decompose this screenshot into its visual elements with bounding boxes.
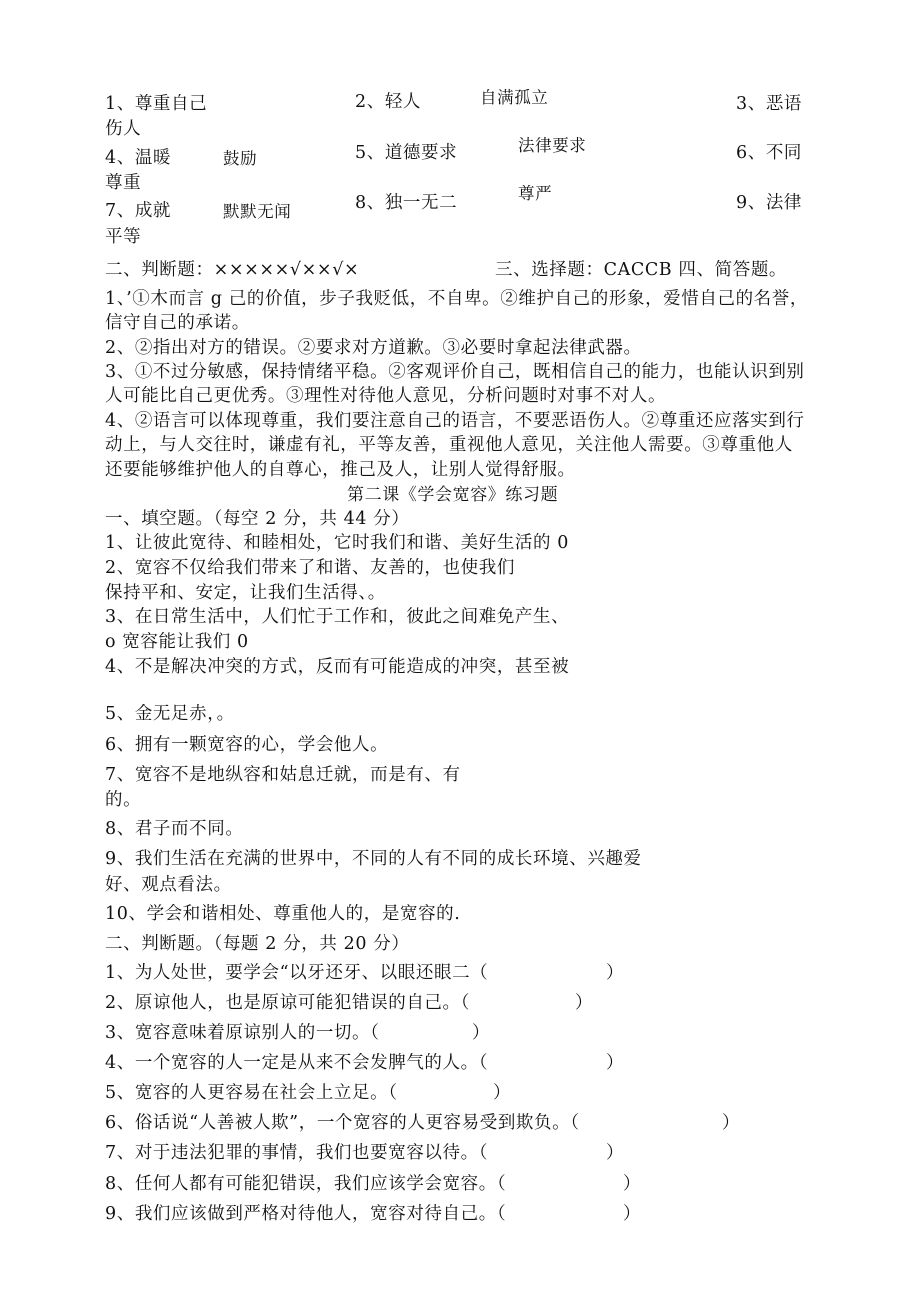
judge-answer-close: ） [623, 1174, 642, 1194]
short-answer-line: 1、’①木而言 g 己的价值，步子我贬低，不自卑。②维护自己的形象，爱惜自己的名誉， [105, 289, 808, 309]
answer-fill-2: 2、轻人 [355, 92, 422, 112]
short-answer-line: 3、①不过分敏感，保持情绪平稳。②客观评价自己，既相信自己的能力，也能认识到别 [105, 362, 805, 382]
answer-fill-8b: 尊严 [518, 184, 553, 203]
judge-question: 5、宽容的人更容易在社会上立足。（ [105, 1083, 398, 1103]
fill-question: 8、君子而不同。 [105, 819, 244, 839]
fill-question: 好、观点看法。 [105, 875, 232, 895]
fill-question: 10、学会和谐相处、尊重他人的，是宽容的. [105, 904, 461, 924]
fill-section-header: 一、填空题。（每空 2 分，共 44 分） [105, 509, 410, 529]
fill-question: 7、宽容不是地纵容和姑息迁就，而是有、有 [105, 765, 461, 785]
fill-question: 5、金无足赤，。 [105, 704, 235, 724]
answer-fill-5b: 法律要求 [518, 136, 587, 155]
answer-choice-line: 三、选择题：CACCB 四、简答题。 [495, 260, 788, 280]
fill-question: 9、我们生活在充满的世界中，不同的人有不同的成长环境、兴趣爱 [105, 849, 642, 869]
judge-section-header: 二、判断题。（每题 2 分，共 20 分） [105, 934, 410, 954]
judge-answer-close: ） [606, 963, 625, 983]
answer-fill-8: 8、独一无二 [355, 193, 458, 213]
fill-question: 6、拥有一颗宽容的心，学会他人。 [105, 735, 389, 755]
judge-question: 6、俗话说“人善被人欺”，一个宽容的人更容易受到欺负。（ [105, 1113, 580, 1133]
fill-question: 3、在日常生活中，人们忙于工作和，彼此之间难免产生、 [105, 607, 570, 627]
judge-question: 4、一个宽容的人一定是从来不会发脾气的人。（ [105, 1053, 489, 1073]
answer-fill-2b: 自满孤立 [480, 88, 549, 107]
answer-fill-6: 6、不同 [736, 143, 803, 163]
answer-fill-5: 5、道德要求 [355, 143, 458, 163]
judge-answer-close: ） [493, 1083, 512, 1103]
short-answer-line: 动上，与人交往时，谦虚有礼，平等友善，重视他人意见，关注他人需要。③尊重他人 [105, 435, 793, 455]
short-answer-line: 信守自己的承诺。 [105, 313, 250, 333]
short-answer-line: 2、②指出对方的错误。②要求对方道歉。③必要时拿起法律武器。 [105, 338, 642, 358]
judge-answer-close: ） [623, 1204, 642, 1224]
answer-fill-9b: 平等 [105, 227, 142, 247]
judge-answer-close: ） [472, 1023, 491, 1043]
fill-question: 2、宽容不仅给我们带来了和谐、友善的，也使我们 [105, 558, 515, 578]
short-answer-line: 还要能够维护他人的自尊心，推己及人，让别人觉得舒服。 [105, 460, 576, 480]
answer-fill-7b: 默默无闻 [223, 202, 292, 221]
answer-fill-9: 9、法律 [736, 193, 803, 213]
judge-question: 7、对于违法犯罪的事情，我们也要宽容以待。（ [105, 1143, 489, 1163]
fill-question: 保持平和、安定，让我们生活得、。 [105, 583, 386, 603]
fill-question: 4、不是解决冲突的方式，反而有可能造成的冲突，甚至被 [105, 657, 570, 677]
judge-question: 8、任何人都有可能犯错误，我们应该学会宽容。（ [105, 1174, 507, 1194]
judge-question: 9、我们应该做到严格对待他人，宽容对待自己。（ [105, 1204, 507, 1224]
judge-answer-close: ） [722, 1113, 741, 1133]
judge-question: 1、为人处世，要学会“以牙还牙、以眼还眼二（ [105, 963, 489, 983]
answer-fill-4b: 鼓励 [223, 149, 258, 168]
judge-answer-close: ） [606, 1143, 625, 1163]
short-answer-line: 人可能比自己更优秀。③理性对待他人意见，分析问题时对事不对人。 [105, 386, 667, 406]
answer-judge-line: 二、判断题：×××××√××√× [105, 260, 360, 280]
answer-fill-3b: 伤人 [105, 119, 142, 139]
judge-answer-close: ） [575, 993, 594, 1013]
fill-question: 的。 [105, 790, 142, 810]
judge-question: 2、原谅他人，也是原谅可能犯错误的自己。（ [105, 993, 470, 1013]
short-answer-line: 4、②语言可以体现尊重，我们要注意自己的语言，不要恶语伤人。②尊重还应落实到行 [105, 411, 805, 431]
judge-answer-close: ） [606, 1053, 625, 1073]
answer-fill-7: 7、成就 [105, 201, 172, 221]
answer-fill-6b: 尊重 [105, 173, 142, 193]
lesson-title: 第二课《学会宽容》练习题 [347, 485, 559, 505]
answer-fill-4: 4、温暖 [105, 148, 172, 168]
answer-fill-1: 1、尊重自己 [105, 94, 208, 114]
answer-fill-3: 3、恶语 [736, 94, 803, 114]
fill-question: 1、让彼此宽待、和睦相处，它时我们和谐、美好生活的 0 [105, 533, 570, 553]
judge-question: 3、宽容意味着原谅别人的一切。（ [105, 1023, 380, 1043]
fill-question: o 宽容能让我们 0 [105, 632, 249, 652]
